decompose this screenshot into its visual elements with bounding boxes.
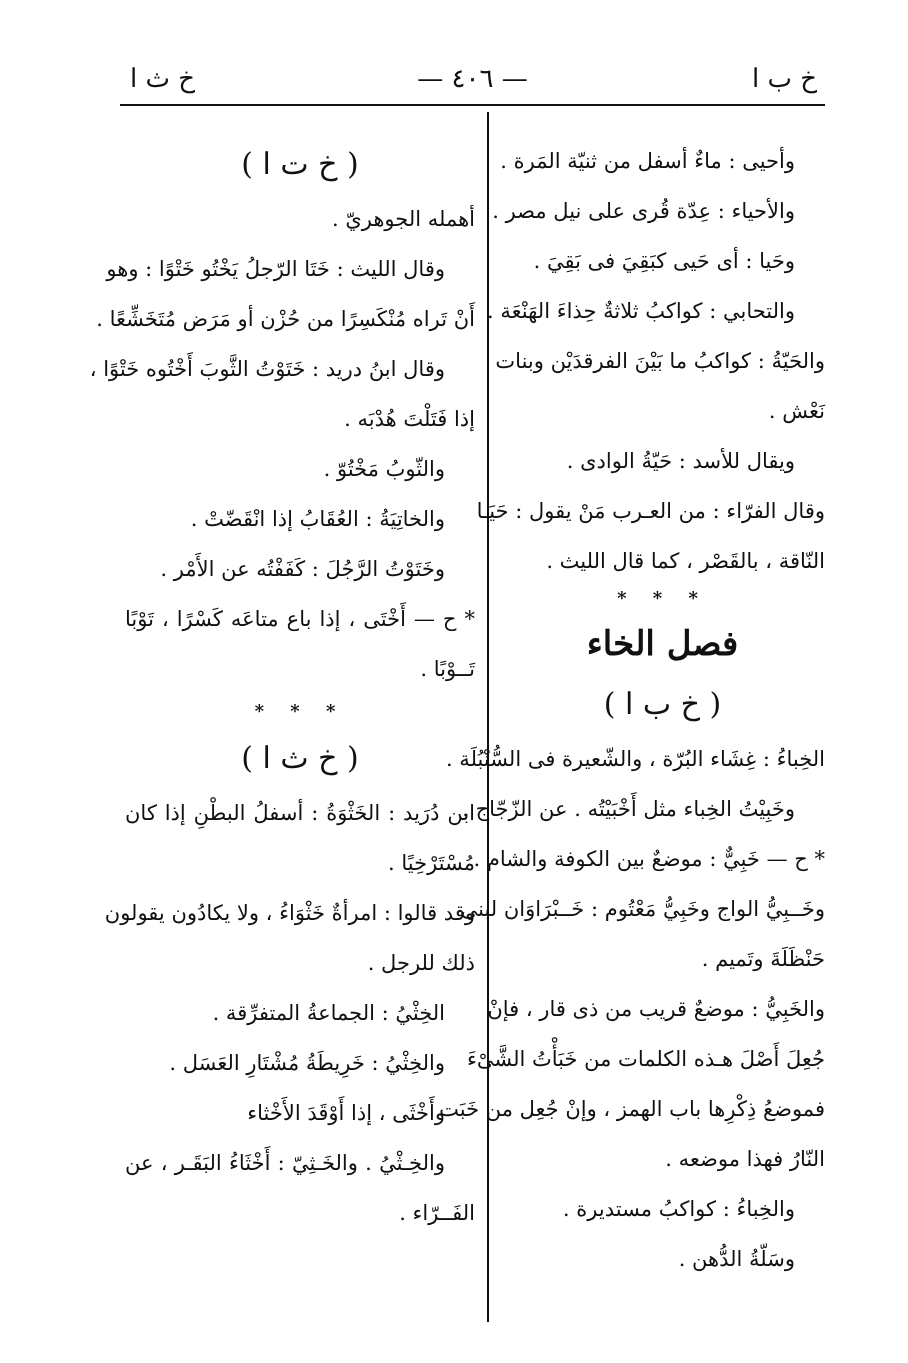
text-line: * ح — خَبِيٌّ : موضعٌ بين الكوفة والشام . [473,847,825,871]
section-stars: * * * [254,701,346,722]
text-line: وخَــبِيُّ الواج وخَبِيُّ مَعْتُوم : خَــبْرَاوَان لبنى [460,897,825,921]
text-line: وخَتَوْتُ الرَّجُلَ : كَفَفْتُه عن الأَمْر . [160,557,445,581]
text-line: أَنْ تَراه مُنْكَسِرًا من حُزْن أو مَرَض مُتَخَشِّعًا . [96,307,475,331]
header-rule [120,104,825,106]
text-line: أهمله الجوهريّ . [331,207,475,231]
text-line: والتحابي : كواكبُ ثلاثةٌ حِذاءَ الهَنْعَة . [487,299,795,323]
text-line: النّاقة ، بالقَصْر ، كما قال الليث . [546,549,825,573]
section-title: فصل الخاء [586,624,739,664]
text-line: ابن دُرَيد : الخَثْوَةُ : أسفلُ البطْنِ إذا كان [125,801,475,825]
text-line: وسَلّةُ الدُّهن . [678,1247,795,1271]
text-line: والخَبِيُّ : موضعٌ قريب من ذى قار ، فإنْ [487,997,825,1021]
text-line: الخِباءُ : غِشَاء البُرّة ، والشّعيرة فى السُّنْبُلَة . [445,747,825,771]
text-line: ذلك للرجل . [367,951,475,975]
text-line: والخِـثْيُ . والخَـثِيّ : أَخْثَاءُ البَقَـر ، عن [125,1151,445,1175]
text-line: وقال الليث : خَتَا الرّجلُ يَخْتُو خَتْوًا : وهو [106,257,445,281]
text-line: مُسْتَرْخِيًا . [388,851,475,875]
text-line: حَنْظَلَةَ وتَميم . [701,947,825,971]
text-line: والخاتِيَةُ : العُقَابُ إذا انْقَضّتْ . [190,507,445,531]
text-line: والثّوبُ مَخْتُوّ . [323,457,445,481]
text-line: جُعِلَ أَصْلَ هـذه الكلمات من خَبَأْتُ الشَّىْءَ [466,1047,825,1071]
text-line: وخَبِيْتُ الخِباء مثل أَخْبَيْتُه . عن الزّجّاج . [462,797,795,821]
text-line: والخِباءُ : كواكبُ مستديرة . [562,1197,795,1221]
text-line: والأحياء : عِدّة قُرى على نيل مصر . [492,199,795,223]
text-line: النّارُ فهذا موضعه . [665,1147,825,1171]
entry-title: ( خ ت ا ) [241,147,359,182]
text-line: وأحيى : ماءٌ أسفل من ثنيّة المَرة . [500,149,795,173]
page-number: — ٤٠٦ — [417,64,528,94]
text-line: * ح — أَخْتَى ، إذا باع متاعَه كَسْرًا ، تَوْبًا [125,607,475,631]
text-line: الفَــرّاء . [399,1201,475,1225]
text-line: نَعْش . [768,399,825,423]
header-right-root: خ ب ا [751,64,817,94]
text-line: وحَيا : أى حَيى كبَقِيَ فى بَقِيَ . [533,249,795,273]
text-line: وقد قالوا : امرأةٌ خَثْوَاءُ ، ولا يكادُون يقولون [104,901,475,925]
entry-title: ( خ ب ا ) [603,687,722,722]
text-line: وقال ابنُ دريد : خَتَوْتُ الثَّوبَ أَخْتُوه خَتْوًا ، [89,357,445,381]
text-line: إذا فَتَلْتَ هُدْبَه . [344,407,475,431]
text-line: ويقال للأسد : حَيّةُ الوادى . [566,449,795,473]
left-column [89,136,475,1238]
header-left-root: خ ث ا [130,64,196,94]
text-line: تَــوْبًا . [420,657,475,681]
text-line: وقال الفرّاء : من العـرب مَنْ يقول : حَيَـا [476,499,825,523]
text-line: والخِثْيُ : خَرِيطَةُ مُشْتَارِ العَسَل . [169,1051,445,1075]
text-line: والحَيّةُ : كواكبُ ما بَيْنَ الفرقدَيْن وبنات [495,349,825,373]
section-stars: * * * [617,588,708,609]
text-line: وأَخْثَى ، إذا أَوْقَدَ الأَخْثاء [247,1101,445,1125]
text-line: الخِثْيُ : الجماعةُ المتفرِّقة . [212,1001,445,1025]
page-header [120,60,825,100]
entry-title: ( خ ث ا ) [241,741,359,776]
text-line: فموضعُ ذِكْرِها باب الهمز ، وإنْ جُعِل من خَبَت [439,1097,825,1121]
